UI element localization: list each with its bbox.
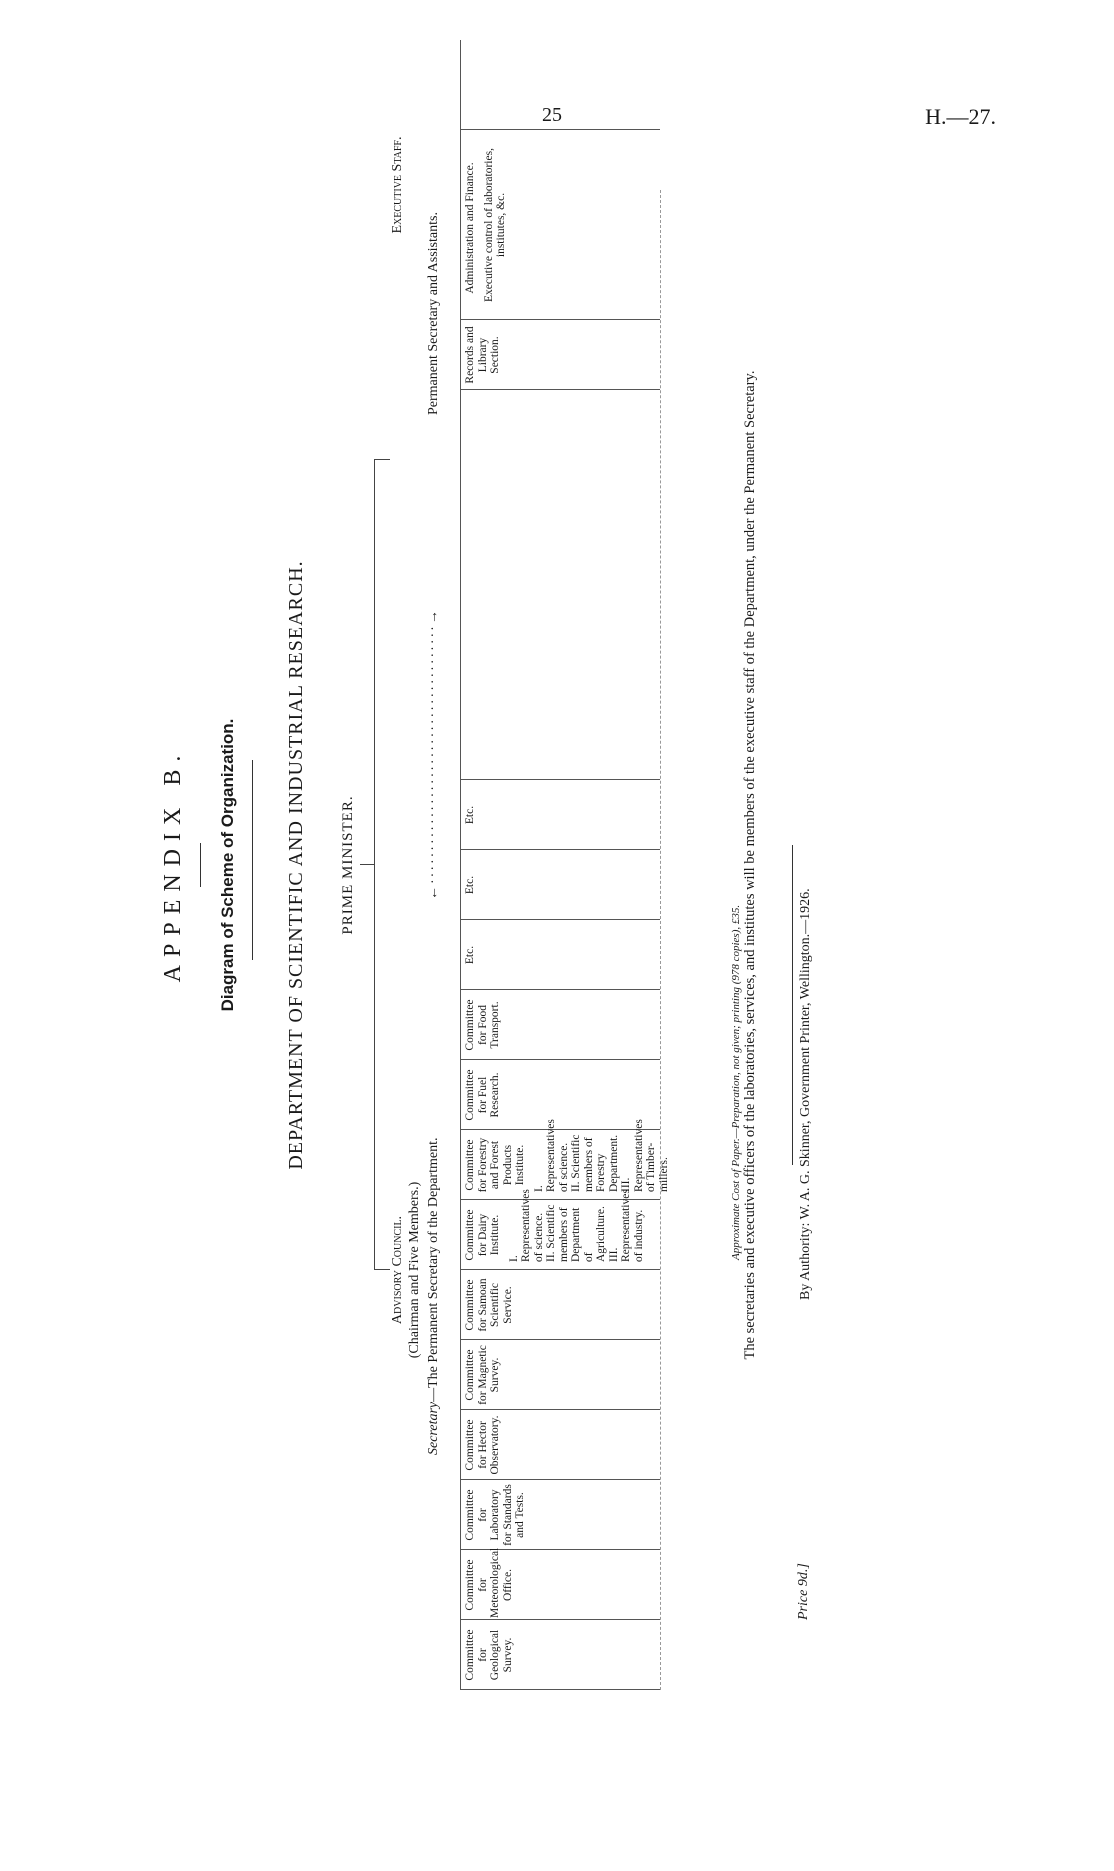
- authority-rule: [792, 845, 793, 1165]
- column-rule: [460, 989, 660, 990]
- committee-name: Committee for Magnetic Survey.: [464, 1345, 501, 1405]
- committee-name: Committee for Forestry and Forest Products Institute.: [464, 1137, 526, 1193]
- committee-name: Committee for Samoan Scientific Service.: [464, 1278, 514, 1332]
- table-rule: [460, 130, 461, 1690]
- committee-name: Etc.: [464, 945, 476, 965]
- table-rule: [460, 40, 461, 130]
- column-rule: [460, 129, 660, 130]
- committee-members: [532, 1119, 671, 1198]
- committee-name: Committee for Hector Observatory.: [464, 1415, 501, 1475]
- document-reference: H.—27.: [925, 104, 996, 129]
- column-rule: [460, 779, 660, 780]
- column-rule: [460, 1479, 660, 1480]
- committee-cell: [464, 1062, 502, 1128]
- column-rule: [460, 1059, 660, 1060]
- column-rule: [460, 1619, 660, 1620]
- executive-staff-subtitle: Permanent Secretary and Assistants.: [426, 212, 441, 415]
- department-title: DEPARTMENT OF SCIENTIFIC AND INDUSTRIAL RESEARCH.: [285, 560, 307, 1170]
- committee-name: Etc.: [464, 875, 476, 895]
- prime-minister-label: PRIME MINISTER.: [340, 795, 356, 935]
- committee-cell: [464, 1189, 645, 1268]
- committee-name: Etc.: [464, 805, 476, 825]
- committee-member: II. Scientific members of Department of Agriculture.: [545, 1204, 607, 1262]
- rotated-footer: [730, 380, 870, 1620]
- secretary-text: —The Permanent Secretary of the Department.: [426, 1137, 441, 1402]
- committee-member: III. Representatives of Timber-millers.: [620, 1119, 670, 1192]
- advisory-council-members: (Chairman and Five Members.): [407, 1181, 422, 1359]
- committee-cell: [464, 782, 477, 848]
- executive-staff-title: Executive Staff.: [390, 136, 405, 234]
- footnote: The secretaries and executive officers of the laboratories, services, and institutes will be members of the executive staff of the Department, under the Permanent Secretary.: [742, 370, 758, 1360]
- column-rule: [460, 1129, 660, 1130]
- price-label: Price 9d.]: [796, 1563, 811, 1620]
- title-divider: [252, 760, 253, 960]
- committee-members: [507, 1189, 646, 1268]
- committee-member: I. Representatives of science.: [532, 1119, 570, 1192]
- column-rule: [460, 319, 660, 320]
- connector-line: [374, 460, 375, 1270]
- committee-cell: [464, 922, 477, 988]
- diagram-title: Diagram of Scheme of Organization.: [218, 718, 237, 1012]
- table-rule: [660, 190, 661, 1690]
- committee-member: III. Representatives of industry.: [607, 1189, 645, 1262]
- column-rule: [460, 389, 660, 390]
- arrow-connector: ←·······································→: [426, 608, 441, 900]
- secretary-label: Secretary: [426, 1401, 441, 1455]
- committee-cell: [464, 852, 477, 918]
- advisory-council-secretary: [426, 1138, 442, 1455]
- connector-line: [374, 1269, 390, 1270]
- advisory-council-title: Advisory Council.: [390, 1215, 405, 1325]
- column-rule: [460, 1409, 660, 1410]
- executive-section-cell: [464, 138, 508, 318]
- executive-section-cell: [464, 322, 502, 388]
- committee-name: Committee for Fuel Research.: [464, 1069, 501, 1121]
- committee-name: Committee for Laboratory for Standards and Tests.: [464, 1484, 526, 1546]
- committee-name: Committee for Food Transport.: [464, 999, 501, 1051]
- rotated-page-content: [160, 40, 800, 1690]
- column-rule: [460, 849, 660, 850]
- committee-cell: [464, 1547, 514, 1618]
- committee-cell: [464, 1482, 527, 1548]
- connector-line: [374, 459, 390, 460]
- committee-cell: [464, 1622, 514, 1688]
- cost-note: Approximate Cost of Paper.—Preparation, not given; printing (978 copies), £35.: [730, 904, 742, 1260]
- title-divider: [200, 843, 201, 887]
- committee-name: Committee for Geological Survey.: [464, 1629, 514, 1681]
- connector-line: [360, 864, 374, 865]
- committee-name: Committee for Dairy Institute.: [464, 1209, 501, 1261]
- column-rule: [460, 1339, 660, 1340]
- committee-cell: [464, 1412, 502, 1478]
- column-rule: [460, 1689, 660, 1690]
- committee-cell: [464, 1342, 502, 1408]
- page-number: 25: [542, 104, 562, 126]
- committee-cell: [464, 1272, 514, 1338]
- authority-line: By Authority: W. A. G. Skinner, Government Printer, Wellington.—1926.: [798, 888, 813, 1300]
- appendix-title: APPENDIX B.: [160, 747, 186, 983]
- column-rule: [460, 1269, 660, 1270]
- committee-cell: [464, 1119, 670, 1198]
- committee-cell: [464, 992, 502, 1058]
- section-detail: Executive control of laboratories, institutes, &c.: [482, 148, 507, 302]
- committee-name: Committee for Meteorological Office.: [464, 1547, 514, 1618]
- section-name: Records and Library Section.: [464, 326, 501, 384]
- committee-member: I. Representatives of science.: [507, 1189, 545, 1262]
- committee-member: II. Scientific members of Forestry Department.: [570, 1134, 620, 1192]
- column-rule: [460, 919, 660, 920]
- section-name: Administration and Finance.: [464, 162, 476, 294]
